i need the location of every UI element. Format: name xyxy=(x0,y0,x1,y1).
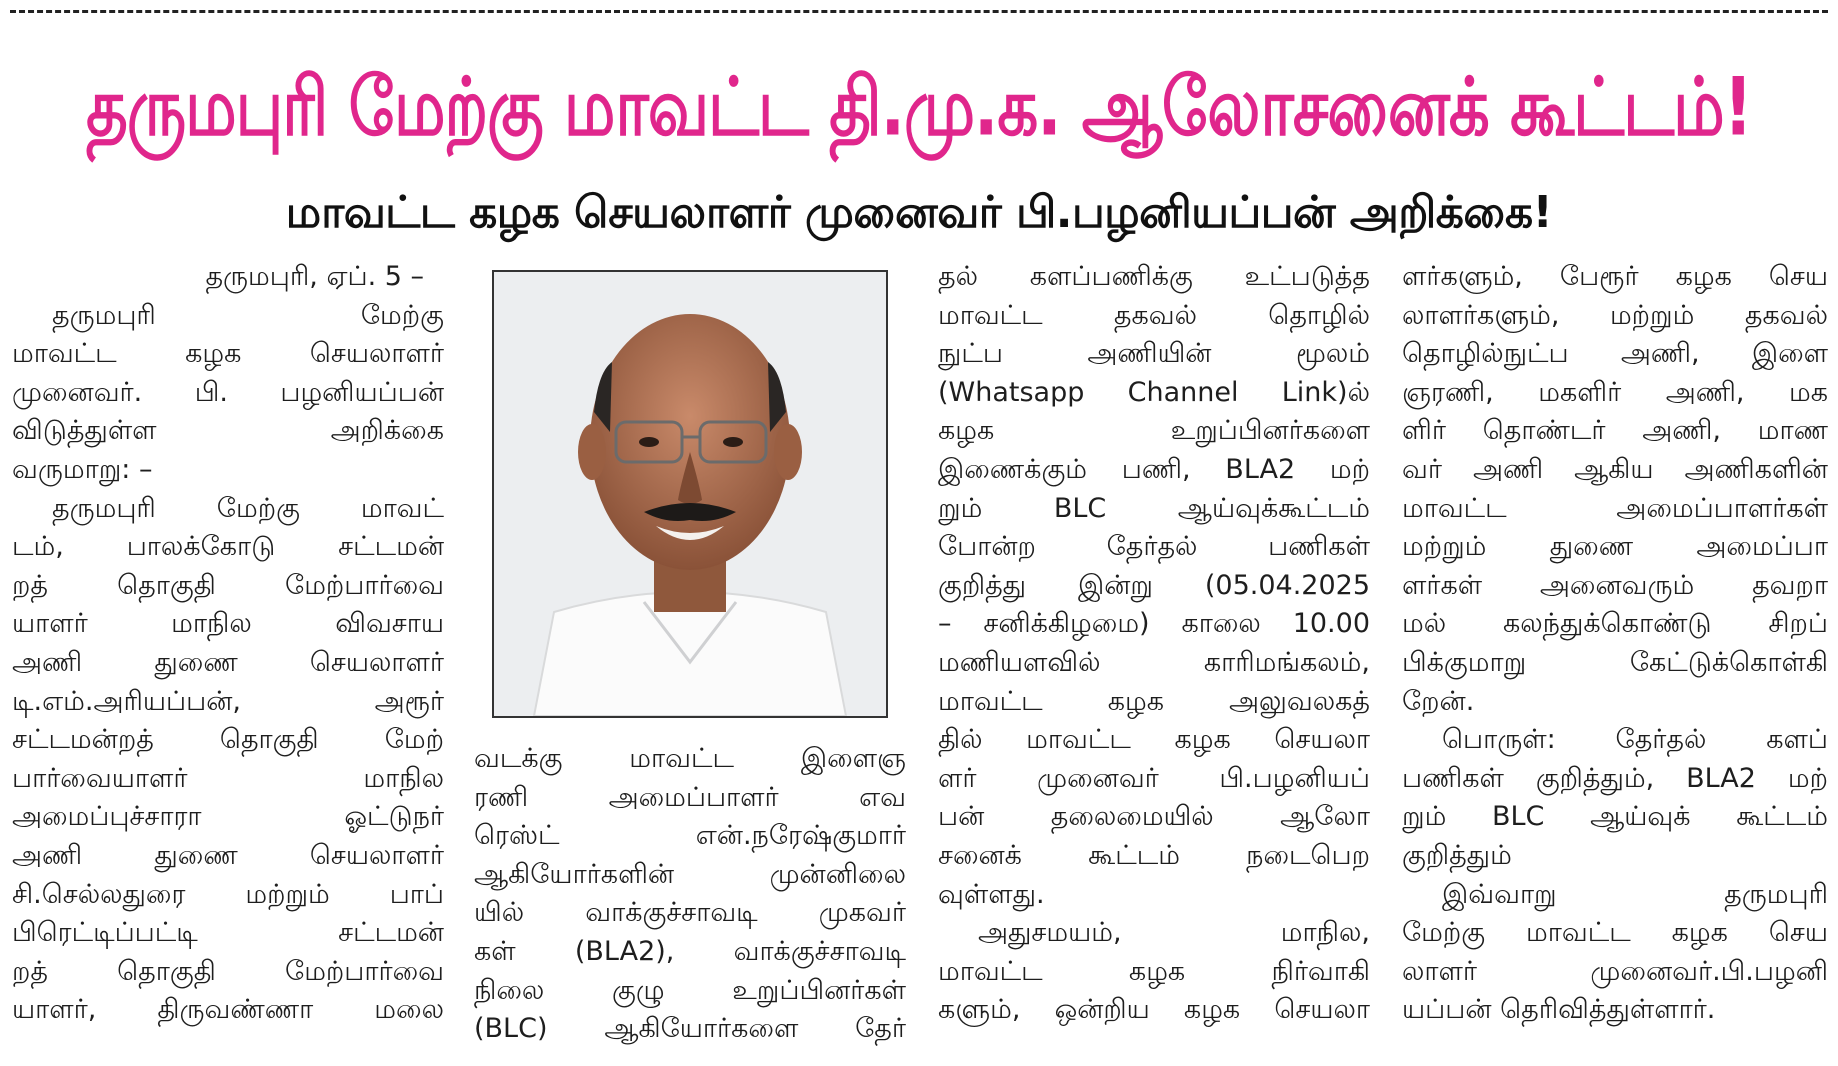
article-line: வருமாறு: – xyxy=(12,453,153,485)
article-line: போன்ற தேர்தல் பணிகள் xyxy=(938,531,1370,563)
article-line: ளர்கள் அனைவரும் தவறா xyxy=(1402,569,1828,601)
article-line: றத் தொகுதி மேற்பார்வை xyxy=(12,569,444,601)
article-line: மற்றும் துணை அமைப்பா xyxy=(1402,531,1828,563)
article-line: மல் கலந்துக்கொண்டு சிறப் xyxy=(1402,608,1828,640)
article-line: சட்டமன்றத் தொகுதி மேற் xyxy=(12,724,444,756)
article-line: மாவட்ட கழக செயலாளர் xyxy=(12,338,444,370)
article-line: பார்வையாளர் மாநில xyxy=(12,762,444,794)
article-line: கள் (BLA2), வாக்குச்சாவடி xyxy=(474,935,906,967)
article-line: இணைக்கும் பணி, BLA2 மற் xyxy=(938,453,1370,485)
article-line: சனைக் கூட்டம் நடைபெற xyxy=(938,839,1370,871)
article-line: மாவட்ட தகவல் தொழில் xyxy=(938,299,1370,331)
article-line: ஆகியோர்களின் முன்னிலை xyxy=(474,858,906,890)
article-line: பொருள்: தேர்தல் களப் xyxy=(1442,724,1828,756)
dateline: தருமபுரி, ஏப். 5 – xyxy=(205,261,424,292)
article-line: ளர்களும், பேரூர் கழக செய xyxy=(1402,261,1828,292)
article-column-3 xyxy=(938,258,1370,1030)
portrait-photo xyxy=(492,270,888,718)
article-line: மாவட்ட அமைப்பாளர்கள் xyxy=(1402,492,1828,524)
article-column-4 xyxy=(1402,258,1828,1030)
article-line: அமைப்புச்சாரா ஓட்டுநர் xyxy=(12,801,444,833)
article-line: (Whatsapp Channel Link)ல் xyxy=(938,376,1370,408)
article-line: குறித்து இன்று (05.04.2025 xyxy=(938,569,1370,601)
article-line: லாளர் முனைவர்.பி.பழனி xyxy=(1402,955,1828,987)
article-column-1 xyxy=(12,258,444,1030)
article-line: டம், பாலக்கோடு சட்டமன் xyxy=(12,531,444,563)
article-line: ஞரணி, மகளிர் அணி, மக xyxy=(1402,376,1828,408)
article-line: யப்பன் தெரிவித்துள்ளார். xyxy=(1402,994,1716,1026)
article-line: மணியளவில் காரிமங்கலம், xyxy=(938,646,1370,678)
article-line: மாவட்ட கழக நிர்வாகி xyxy=(938,955,1370,987)
article-line: தருமபுரி மேற்கு xyxy=(52,299,444,331)
article-line: கழக உறுப்பினர்களை xyxy=(938,415,1370,447)
subheadline: மாவட்ட கழக செயலாளர் முனைவர் பி.பழனியப்பன் அறிக்கை! xyxy=(285,187,1553,238)
article-line: யாளர் மாநில விவசாய xyxy=(12,608,444,640)
article-line: குறித்தும் xyxy=(1402,839,1512,871)
article-column-2 xyxy=(474,740,906,1049)
article-line: களும், ஒன்றிய கழக செயலா xyxy=(938,994,1370,1026)
article-line: – சனிக்கிழமை) காலை 10.00 xyxy=(938,608,1370,640)
article-line: தொழில்நுட்ப அணி, இளை xyxy=(1402,338,1828,370)
article-line: றத் தொகுதி மேற்பார்வை xyxy=(12,955,444,987)
article-line: இவ்வாறு தருமபுரி xyxy=(1442,878,1828,910)
article-line: பிக்குமாறு கேட்டுக்கொள்கி xyxy=(1402,646,1828,678)
article-line: ரணி அமைப்பாளர் எவ xyxy=(474,781,906,813)
article-line: லாளர்களும், மற்றும் தகவல் xyxy=(1402,299,1828,331)
article-line: அதுசமயம், மாநில, xyxy=(978,917,1370,949)
article-line: ளிர் தொண்டர் அணி, மாண xyxy=(1402,415,1828,447)
article-line: வடக்கு மாவட்ட இளைஞ xyxy=(474,743,906,774)
article-line: வுள்ளது. xyxy=(938,878,1045,910)
article-line: (BLC) ஆகியோர்களை தேர் xyxy=(474,1013,906,1045)
article-line: யில் வாக்குச்சாவடி முகவர் xyxy=(474,897,906,929)
portrait-illustration xyxy=(494,272,886,716)
article-line: ரெஸ்ட் என்.நரேஷ்குமார் xyxy=(474,820,906,852)
article-line: அணி துணை செயலாளர் xyxy=(12,839,444,871)
article-line: சி.செல்லதுரை மற்றும் பாப் xyxy=(12,878,444,910)
article-line: தல் களப்பணிக்கு உட்படுத்த xyxy=(938,261,1370,292)
article-line: தில் மாவட்ட கழக செயலா xyxy=(938,724,1370,756)
article-line: யாளர், திருவண்ணா மலை xyxy=(12,994,444,1026)
article-line: தருமபுரி மேற்கு மாவட் xyxy=(52,492,444,524)
article-line: ளர் முனைவர் பி.பழனியப் xyxy=(938,762,1370,794)
article-line: விடுத்துள்ள அறிக்கை xyxy=(12,415,444,447)
article-line: மாவட்ட கழக அலுவலகத் xyxy=(938,685,1370,717)
article-line: டி.எம்.அரியப்பன், அரூர் xyxy=(12,685,444,717)
article-line: றும் BLC ஆய்வுக்கூட்டம் xyxy=(938,492,1370,524)
top-dashed-rule xyxy=(10,10,1828,13)
article-line: பணிகள் குறித்தும், BLA2 மற் xyxy=(1402,762,1828,794)
article-line: பிரெட்டிப்பட்டி சட்டமன் xyxy=(12,917,444,949)
article-line: நிலை குழு உறுப்பினர்கள் xyxy=(474,974,906,1006)
article-line: றும் BLC ஆய்வுக் கூட்டம் xyxy=(1402,801,1828,833)
article-line: பன் தலைமையில் ஆலோ xyxy=(938,801,1370,833)
article-line: றேன். xyxy=(1402,685,1475,717)
article-line: நுட்ப அணியின் மூலம் xyxy=(938,338,1370,370)
article-line: அணி துணை செயலாளர் xyxy=(12,646,444,678)
article-line: மேற்கு மாவட்ட கழக செய xyxy=(1402,917,1828,949)
article-line: வர் அணி ஆகிய அணிகளின் xyxy=(1402,453,1828,485)
headline: தருமபுரி மேற்கு மாவட்ட தி.மு.க. ஆலோசனைக் கூட்டம்! xyxy=(86,61,1752,155)
article-line: முனைவர். பி. பழனியப்பன் xyxy=(12,376,444,408)
